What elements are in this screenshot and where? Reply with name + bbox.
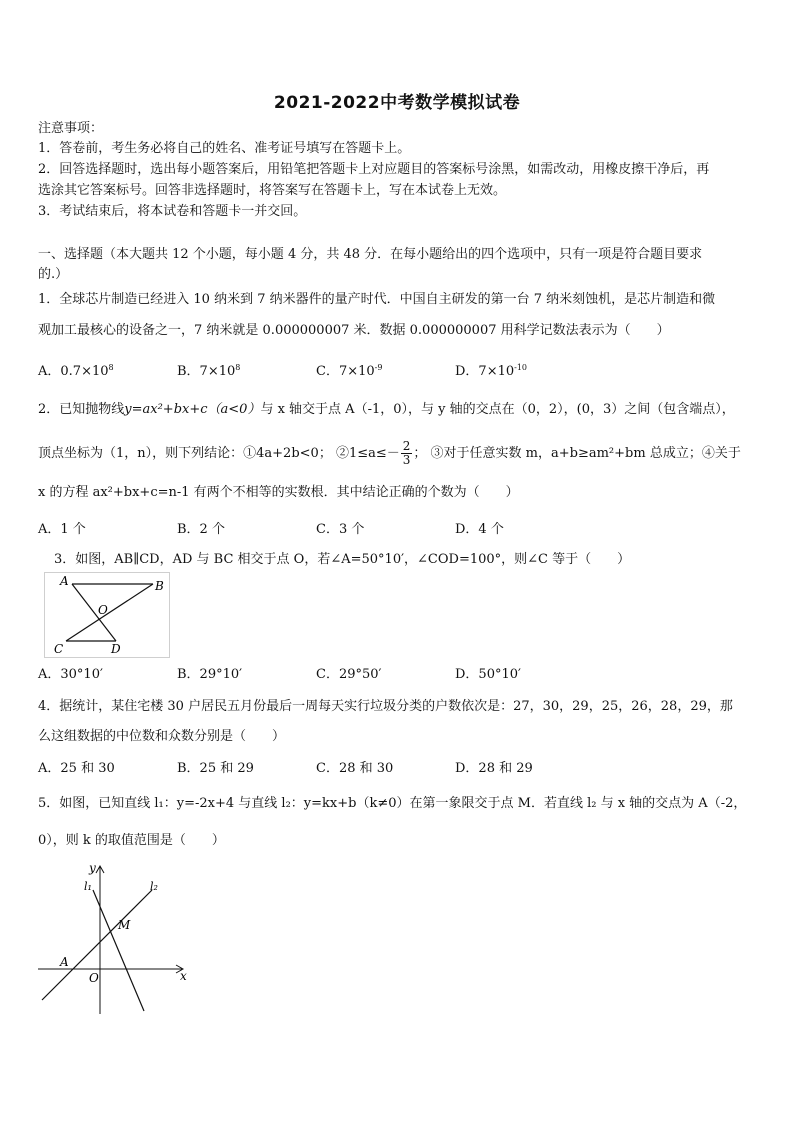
q5-stem-cont: 0），则 k 的取值范围是（ ） xyxy=(38,833,225,848)
label-x: x xyxy=(180,969,187,983)
q2-stem: 2．已知抛物线y=ax²+bx+c（a<0）与 x 轴交于点 A（-1，0），与 y 轴的交点在（0，2），(0，3）之间（包含端点）， xyxy=(38,402,735,417)
q3-option-b: B．29°10′ xyxy=(177,667,243,682)
q2-option-a: A．1 个 xyxy=(38,522,86,537)
notice-heading: 注意事项： xyxy=(38,121,104,136)
section-heading: 一、选择题（本大题共 12 个小题，每小题 4 分，共 48 分．在每小题给出的四个选项中，只有一项是符合题目要求 xyxy=(38,247,703,262)
label-b: B xyxy=(155,579,164,593)
line-l1 xyxy=(93,890,144,1011)
label-l2: l₂ xyxy=(150,880,158,893)
label-a: A xyxy=(60,574,69,588)
notice-item-2-cont: 选涂其它答案标号。回答非选择题时，将答案写在答题卡上，写在本试卷上无效。 xyxy=(38,183,507,198)
label-a: A xyxy=(60,955,69,969)
q1-option-b: B．$7\times 10^8$ xyxy=(177,363,241,380)
q4-options xyxy=(38,760,758,778)
q4-stem-cont: 么这组数据的中位数和众数分别是（ ） xyxy=(38,729,286,744)
q3-option-c: C．29°50′ xyxy=(316,667,382,682)
q4-option-d: D．28 和 29 xyxy=(455,761,533,776)
q2-options xyxy=(38,521,758,539)
q4-option-b: B．25 和 29 xyxy=(177,761,254,776)
q1-stem-cont: 观加工最核心的设备之一，7 纳米就是 0.000000007 米．数据 0.000000007 用科学记数法表示为（ ） xyxy=(38,323,670,338)
q3-stem: 3．如图，AB∥CD，AD 与 BC 相交于点 O，若∠A=50°10′，∠COD=100°，则∠C 等于（ ） xyxy=(54,552,631,567)
page-title: 2021-2022中考数学模拟试卷 xyxy=(273,93,521,113)
q2-option-d: D．4 个 xyxy=(455,522,504,537)
notice-item-2: 2．回答选择题时，选出每小题答案后，用铅笔把答题卡上对应题目的答案标号涂黑，如需改动，用橡皮擦干净后，再 xyxy=(38,162,710,177)
label-c: C xyxy=(54,642,64,656)
label-o: O xyxy=(89,971,99,985)
q1-stem: 1．全球芯片制造已经进入 10 纳米到 7 纳米器件的量产时代．中国自主研发的第一台 7 纳米刻蚀机，是芯片制造和微 xyxy=(38,292,716,307)
q3-options xyxy=(38,666,758,684)
q4-option-c: C．28 和 30 xyxy=(316,761,394,776)
label-m: M xyxy=(118,918,131,932)
label-o: O xyxy=(98,603,108,617)
label-l1: l₁ xyxy=(84,880,92,893)
q2-option-b: B．2 个 xyxy=(177,522,225,537)
q5-figure xyxy=(36,858,196,1018)
q1-option-c: C．$7\times 10^{-9}$ xyxy=(316,363,383,380)
q2-fraction: $\frac{2}{3}$ xyxy=(402,439,411,467)
q2-stem-cont-2: x 的方程 ax²+bx+c=n-1 有两个不相等的实数根．其中结论正确的个数为（ ） xyxy=(38,485,519,500)
section-heading-cont: 的.） xyxy=(38,267,69,282)
q3-figure xyxy=(44,572,170,658)
notice-item-3: 3．考试结束后，将本试卷和答题卡一并交回。 xyxy=(38,204,307,219)
label-d: D xyxy=(111,642,121,656)
q3-option-d: D．50°10′ xyxy=(455,667,521,682)
q3-option-a: A．30°10′ xyxy=(38,667,103,682)
notice-item-1: 1．答卷前，考生务必将自己的姓名、准考证号填写在答题卡上。 xyxy=(38,141,411,156)
q4-option-a: A．25 和 30 xyxy=(38,761,115,776)
q2-stem-cont: 顶点坐标为（1，n），则下列结论：①4a+2b<0； ②1≤a≤－ $\frac{2}{3}$ ； ③对于任意实数 m，a+b≥am²+bm 总成立；④关于 xyxy=(38,439,741,467)
q1-option-a: A．$0.7\times 10^8$ xyxy=(38,363,114,380)
label-y: y xyxy=(89,861,96,875)
q2-option-c: C．3 个 xyxy=(316,522,365,537)
q1-option-d: D．$7\times 10^{-10}$ xyxy=(455,363,528,380)
q5-stem: 5．如图，已知直线 l₁：y=-2x+4 与直线 l₂：y=kx+b（k≠0）在第一象限交于点 M．若直线 l₂ 与 x 轴的交点为 A（-2， xyxy=(38,796,747,811)
q1-options xyxy=(38,359,758,381)
q4-stem: 4．据统计，某住宅楼 30 户居民五月份最后一周每天实行垃圾分类的户数依次是：27，30，29，25，26，28，29，那 xyxy=(38,699,733,714)
